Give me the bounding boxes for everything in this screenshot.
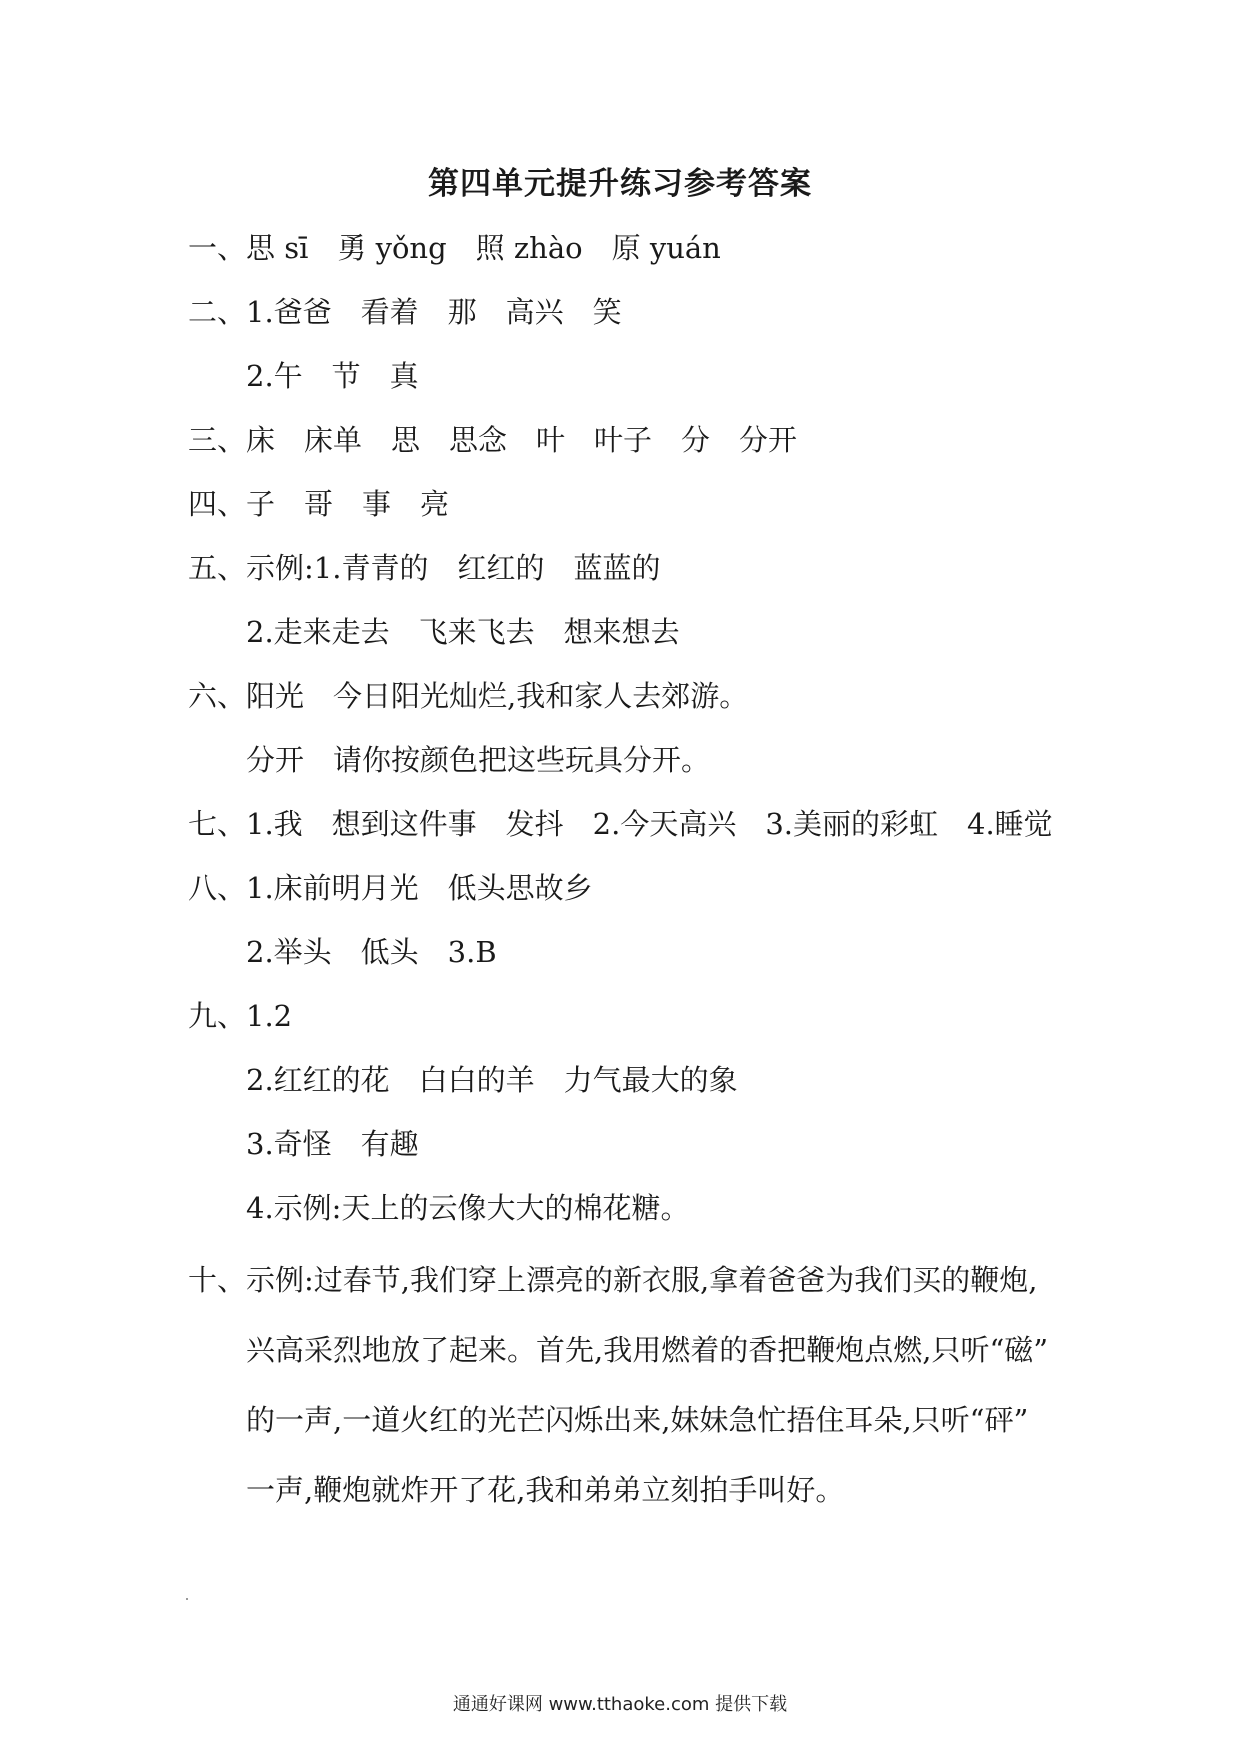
answer-line-1: 一、思 sī 勇 yǒng 照 zhào 原 yuán: [188, 231, 721, 265]
answer-line-5-2: 2.走来走去 飞来飞去 想来想去: [246, 615, 680, 649]
answer-line-4: 四、子 哥 事 亮: [188, 487, 450, 521]
answer-line-2-1: 二、1.爸爸 看着 那 高兴 笑: [188, 295, 622, 329]
answer-line-9-4: 4.示例:天上的云像大大的棉花糖。: [246, 1191, 690, 1225]
footer-source: 通通好课网 www.tthaoke.com 提供下载: [452, 1694, 788, 1715]
answer-line-10-3: 的一声,一道火红的光芒闪烁出来,妹妹急忙捂住耳朵,只听“砰”: [246, 1403, 1029, 1437]
answer-line-8-2: 2.举头 低头 3.B: [246, 935, 497, 969]
answer-line-2-2: 2.午 节 真: [246, 359, 419, 393]
answer-line-9-1: 九、1.2: [188, 999, 293, 1033]
answer-line-5-1: 五、示例:1.青青的 红红的 蓝蓝的: [188, 551, 661, 585]
answer-line-10-4: 一声,鞭炮就炸开了花,我和弟弟立刻拍手叫好。: [246, 1473, 845, 1507]
answer-line-6-2: 分开 请你按颜色把这些玩具分开。: [246, 743, 711, 777]
answer-line-7: 七、1.我 想到这件事 发抖 2.今天高兴 3.美丽的彩虹 4.睡觉: [188, 807, 1053, 841]
answer-line-3: 三、床 床单 思 思念 叶 叶子 分 分开: [188, 423, 798, 457]
scan-speck: [186, 1598, 188, 1600]
answer-line-9-3: 3.奇怪 有趣: [246, 1127, 419, 1161]
answer-line-10-1: 十、示例:过春节,我们穿上漂亮的新衣服,拿着爸爸为我们买的鞭炮,: [188, 1263, 1038, 1297]
answer-line-10-2: 兴高采烈地放了起来。首先,我用燃着的香把鞭炮点燃,只听“磁”: [246, 1333, 1049, 1367]
answer-line-8-1: 八、1.床前明月光 低头思故乡: [188, 871, 593, 905]
answer-line-9-2: 2.红红的花 白白的羊 力气最大的象: [246, 1063, 738, 1097]
page-title: 第四单元提升练习参考答案: [428, 166, 812, 202]
answer-line-6-1: 六、阳光 今日阳光灿烂,我和家人去郊游。: [188, 679, 749, 713]
